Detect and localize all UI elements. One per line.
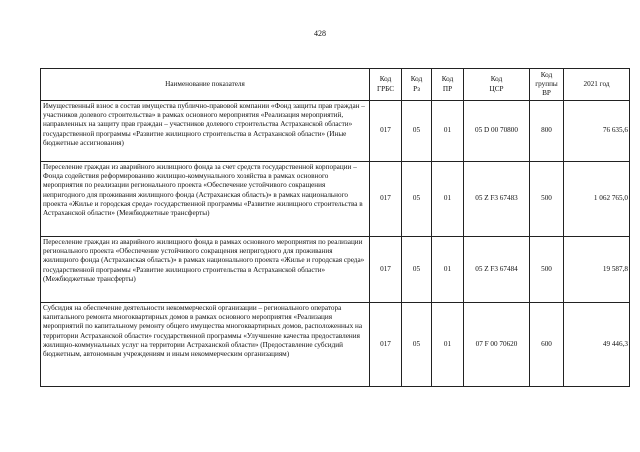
row-name: Субсидия на обеспечение деятельности некоммерческой организации – регионального оператора капитального ремонта многоквартирных домов в рамках основного мероприятия «Реализация мероприятий по капитальному ремонту общего имущества многоквартирных домов, расположенных на территории Астраханской области» государственной программы «Улучшение качества предоставления жилищно-коммунальных услуг на территории Астраханской области» (Предоставление субсидий бюджетным, автономным учреждениям и иным некоммерческим организациям)	[41, 303, 370, 387]
row-vr: 600	[530, 303, 564, 387]
header-year: 2021 год	[564, 69, 630, 101]
header-csr: Код ЦСР	[464, 69, 530, 101]
row-vr: 800	[530, 101, 564, 162]
table-row	[41, 237, 630, 303]
row-grbs: 017	[370, 101, 402, 162]
row-grbs: 017	[370, 162, 402, 237]
row-csr: 05 Z F3 67484	[464, 237, 530, 303]
row-grbs: 017	[370, 237, 402, 303]
row-amount: 1 062 765,0	[564, 162, 630, 237]
row-vr: 500	[530, 237, 564, 303]
row-rz: 05	[402, 101, 432, 162]
row-pr: 01	[432, 162, 464, 237]
row-rz: 05	[402, 237, 432, 303]
header-vr: Код группы ВР	[530, 69, 564, 101]
row-pr: 01	[432, 303, 464, 387]
row-vr: 500	[530, 162, 564, 237]
row-pr: 01	[432, 101, 464, 162]
row-csr: 07 F 00 70620	[464, 303, 530, 387]
page-number: 428	[314, 29, 326, 38]
row-amount: 76 635,6	[564, 101, 630, 162]
row-amount: 49 446,3	[564, 303, 630, 387]
table-row	[41, 162, 630, 237]
row-csr: 05 D 00 70800	[464, 101, 530, 162]
table-row	[41, 303, 630, 387]
header-name: Наименование показателя	[41, 69, 370, 101]
row-name: Имущественный взнос в состав имущества публично-правовой компании «Фонд защиты прав граждан – участников долевого строительства» в рамках основного мероприятия «Реализация мероприятий, направленных на защиту прав граждан – участников долевого строительства Астраханской области» государственной программы «Развитие жилищного строительства в Астраханской области» (Иные бюджетные ассигнования)	[41, 101, 370, 162]
row-rz: 05	[402, 162, 432, 237]
row-grbs: 017	[370, 303, 402, 387]
row-name: Переселение граждан из аварийного жилищного фонда за счет средств государственной корпорации – Фонда содействия реформированию жилищно-коммунального хозяйства в рамках основного мероприятия по реализации регионального проекта «Обеспечение устойчивого сокращения непригодного для проживания жилищного фонда (Астраханская область)» в рамках национального проекта «Жилье и городская среда» государственной программы «Развитие жилищного строительства в Астраханской области» (Межбюджетные трансферты)	[41, 162, 370, 237]
table-header-row	[41, 69, 630, 101]
row-amount: 19 587,8	[564, 237, 630, 303]
table-row	[41, 101, 630, 162]
row-name: Переселение граждан из аварийного жилищного фонда в рамках основного мероприятия по реализации регионального проекта «Обеспечение устойчивого сокращения непригодного для проживания жилищного фонда (Астраханская область)» в рамках национального проекта «Жилье и городская среда» государственной программы «Развитие жилищного строительства в Астраханской области» (Межбюджетные трансферты)	[41, 237, 370, 303]
row-pr: 01	[432, 237, 464, 303]
header-pr: Код ПР	[432, 69, 464, 101]
header-grbs: Код ГРБС	[370, 69, 402, 101]
row-rz: 05	[402, 303, 432, 387]
header-rz: Код Рз	[402, 69, 432, 101]
budget-table	[40, 68, 630, 387]
row-csr: 05 Z F3 67483	[464, 162, 530, 237]
